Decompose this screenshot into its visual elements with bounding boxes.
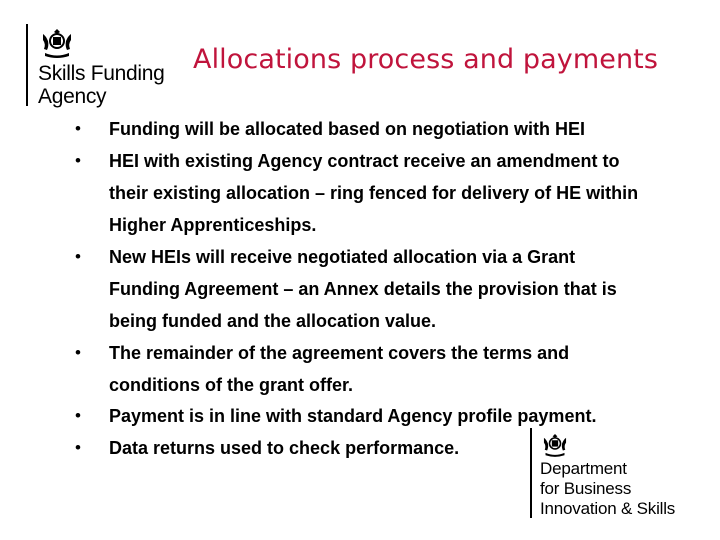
bullet-marker: • <box>75 343 81 362</box>
bullet-text: conditions of the grant offer. <box>109 375 353 395</box>
bullet-marker: • <box>75 151 81 170</box>
royal-crest-icon <box>540 430 570 460</box>
bullet-text: their existing allocation – ring fenced for delivery of HE within <box>109 183 639 203</box>
bullet-text: Funding Agreement – an Annex details the provision that is <box>109 279 617 299</box>
logo-divider <box>530 428 532 518</box>
bis-wordmark <box>540 459 675 519</box>
bullet-marker: • <box>75 406 81 425</box>
logo-line: Agency <box>38 85 107 108</box>
bullet-text: New HEIs will receive negotiated allocation via a Grant <box>109 247 576 267</box>
logo-line: for Business <box>540 479 632 498</box>
bullet-marker: • <box>75 247 81 266</box>
bullet-text: The remainder of the agreement covers the terms and <box>109 343 570 363</box>
bullet-text: HEI with existing Agency contract receive an amendment to <box>109 151 620 171</box>
bullet-text: Higher Apprenticeships. <box>109 215 317 235</box>
logo-line: Innovation & Skills <box>540 499 676 518</box>
slide-title: Allocations process and payments <box>193 44 659 75</box>
bullet-marker: • <box>75 438 81 457</box>
bullet-text: Funding will be allocated based on negotiation with HEI <box>109 119 586 139</box>
bullet-text: Payment is in line with standard Agency profile payment. <box>109 406 597 426</box>
logo-line: Department <box>540 459 627 478</box>
bullet-text: Data returns used to check performance. <box>109 438 460 458</box>
logo-line: Skills Funding <box>38 62 165 85</box>
bullet-text: being funded and the allocation value. <box>109 311 437 331</box>
bullet-marker: • <box>75 119 81 138</box>
bis-logo <box>530 428 715 520</box>
